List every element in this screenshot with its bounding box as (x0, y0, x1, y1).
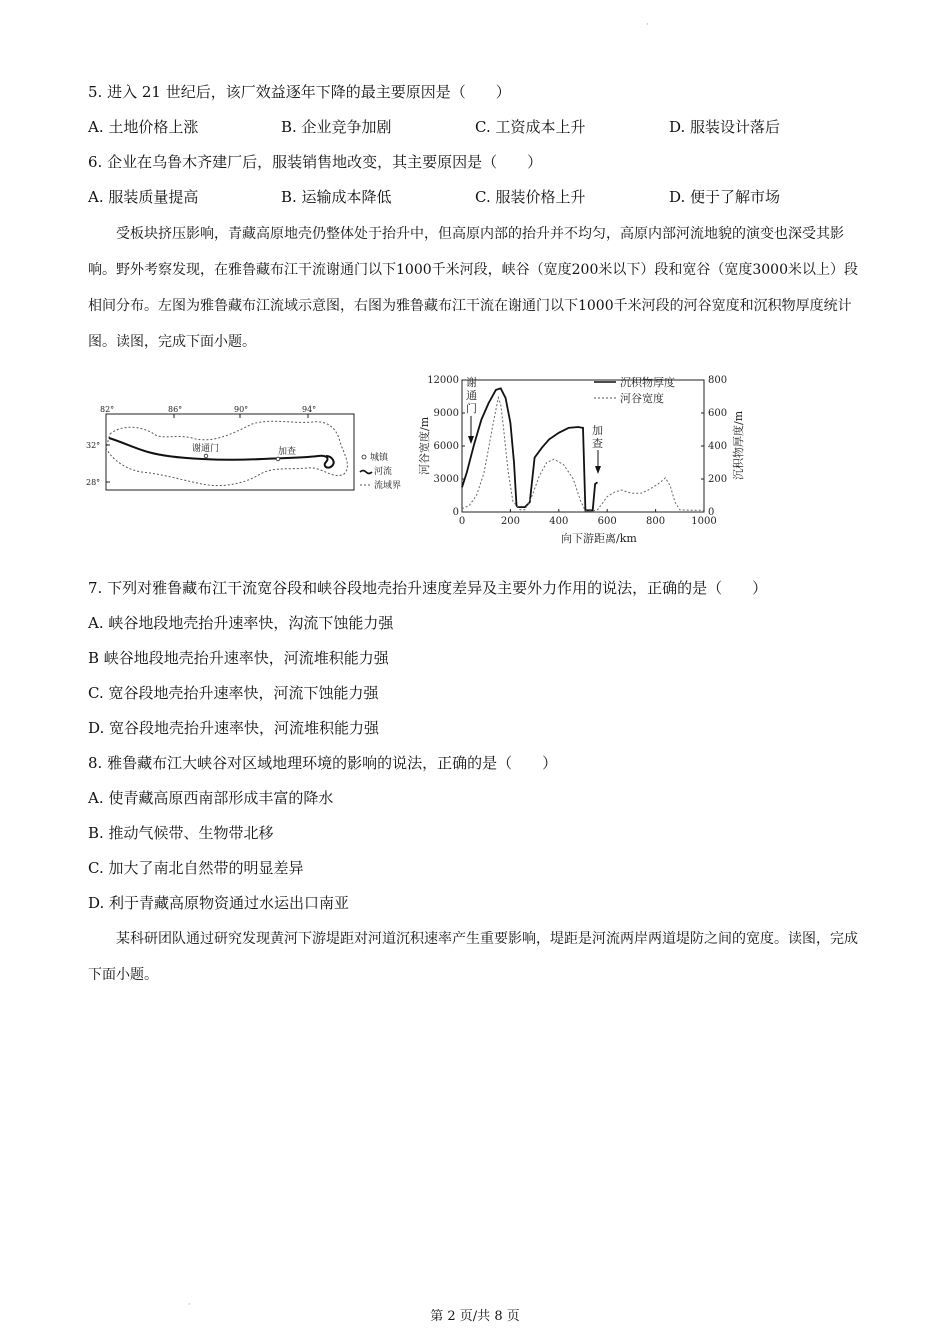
lat-tick-32: 32° (86, 441, 101, 450)
scan-dot-bottom: · (188, 1300, 191, 1309)
y-right-tick-label: 200 (708, 474, 728, 485)
yarlung-river (109, 438, 334, 468)
legend-boundary: 流域界 (374, 481, 402, 491)
yarlung-basin-map (82, 404, 422, 498)
y-left-tick-label: 12000 (427, 375, 459, 386)
town-marker-xietongmen (204, 454, 208, 458)
legend-river-icon (360, 471, 372, 474)
basin-boundary (106, 421, 347, 485)
valley-width-sediment-chart (418, 370, 748, 548)
reading-passage-2: 某科研团队通过研究发现黄河下游堤距对河道沉积速率产生重要影响，堤距是河流两岸两道堤防之间的宽度。读图，完成下面小题。 (88, 931, 858, 983)
q5-option-d: D. 服装设计落后 (669, 118, 781, 136)
annotation-jiacha-1: 加 (592, 424, 603, 437)
x-tick-label: 1000 (691, 516, 717, 527)
lat-tick-28: 28° (86, 478, 101, 487)
reading-passage-1: 受板块挤压影响，青藏高原地壳仍整体处于抬升中，但高原内部的抬升并不均匀，高原内部河流地貌的演变也深受其影响。野外考察发现，在雅鲁藏布江干流谢通门以下1000千米河段，峡谷（宽度200米以下）段和宽谷（宽度3000米以上）段相间分布。左图为雅鲁藏布江流域示意图，右图为雅鲁藏布江干流在谢通门以下1000千米河段的河谷宽度和沉积物厚度统计图。读图，完成下面小题。 (88, 226, 858, 350)
arrow-xietongmen-head (468, 436, 474, 444)
annotation-xietongmen-3: 门 (466, 402, 477, 415)
annotation-jiacha-2: 查 (592, 437, 603, 450)
y-right-tick-label: 800 (708, 375, 728, 386)
q5-option-b: B. 企业竞争加剧 (281, 118, 392, 136)
q6-option-d: D. 便于了解市场 (669, 188, 781, 206)
q5-option-a: A. 土地价格上涨 (88, 118, 199, 136)
question-7-stem: 7. 下列对雅鲁藏布江干流宽谷段和峡谷段地壳抬升速度差异及主要外力作用的说法，正确的是（ ） (88, 579, 768, 597)
lon-tick-82: 82° (100, 405, 115, 414)
scan-dot: · (646, 20, 649, 29)
x-tick-label: 400 (549, 516, 569, 527)
q6-option-b: B. 运输成本降低 (281, 188, 392, 206)
q7-option-a: A. 峡谷地段地壳抬升速率快，沟流下蚀能力强 (88, 614, 394, 632)
lon-tick-90: 90° (234, 405, 249, 414)
q6-option-c: C. 服装价格上升 (475, 188, 586, 206)
chart-ylabel-left: 河谷宽度/m (418, 416, 431, 475)
q8-option-d: D. 利于青藏高原物资通过水运出口南亚 (88, 894, 350, 912)
legend-sediment: 沉积物厚度 (620, 376, 675, 389)
q7-option-d: D. 宽谷段地壳抬升速率快，河流堆积能力强 (88, 719, 380, 737)
y-left-tick-label: 3000 (433, 474, 459, 485)
q7-option-c: C. 宽谷段地壳抬升速率快，河流下蚀能力强 (88, 684, 379, 702)
x-tick-label: 600 (597, 516, 617, 527)
page-footer: 第 2 页/共 8 页 (430, 1309, 520, 1324)
sediment-thickness-line (462, 388, 598, 510)
y-right-tick-label: 0 (708, 507, 715, 518)
legend-valley-width: 河谷宽度 (620, 392, 664, 405)
chart-ylabel-right: 沉积物厚度/m (732, 410, 745, 480)
town-marker-jiacha (276, 457, 280, 461)
y-right-tick-label: 600 (708, 408, 728, 419)
x-tick-label: 0 (458, 516, 466, 527)
x-tick-label: 800 (646, 516, 666, 527)
arrow-jiacha-head (595, 466, 601, 474)
legend-town-icon (362, 455, 366, 459)
annotation-xietongmen-2: 通 (466, 389, 477, 402)
q8-option-b: B. 推动气候带、生物带北移 (88, 824, 274, 842)
legend-river: 河流 (374, 467, 393, 477)
q8-option-a: A. 使青藏高原西南部形成丰富的降水 (88, 789, 334, 807)
legend-town: 城镇 (370, 453, 389, 463)
x-tick-label: 200 (500, 516, 520, 527)
q5-option-c: C. 工资成本上升 (475, 118, 586, 136)
question-8-stem: 8. 雅鲁藏布江大峡谷对区域地理环境的影响的说法，正确的是（ ） (88, 754, 558, 772)
q8-option-c: C. 加大了南北自然带的明显差异 (88, 859, 304, 877)
y-right-tick-label: 400 (708, 441, 728, 452)
chart-xlabel: 向下游距离/km (561, 532, 637, 545)
lon-tick-86: 86° (168, 405, 183, 414)
place-jiacha: 加查 (278, 447, 297, 457)
question-6-stem: 6. 企业在乌鲁木齐建厂后，服装销售地改变，其主要原因是（ ） (88, 153, 543, 171)
question-5-stem: 5. 进入 21 世纪后，该厂效益逐年下降的最主要原因是（ ） (88, 83, 511, 101)
y-left-tick-label: 9000 (433, 408, 459, 419)
lon-tick-94: 94° (302, 405, 317, 414)
y-left-tick-label: 0 (452, 507, 459, 518)
y-left-tick-label: 6000 (433, 441, 459, 452)
q6-option-a: A. 服装质量提高 (88, 188, 199, 206)
annotation-xietongmen-1: 谢 (466, 376, 477, 389)
q7-option-b: B 峡谷地段地壳抬升速率快，河流堆积能力强 (88, 649, 389, 667)
place-xietongmen: 谢通门 (192, 444, 220, 454)
